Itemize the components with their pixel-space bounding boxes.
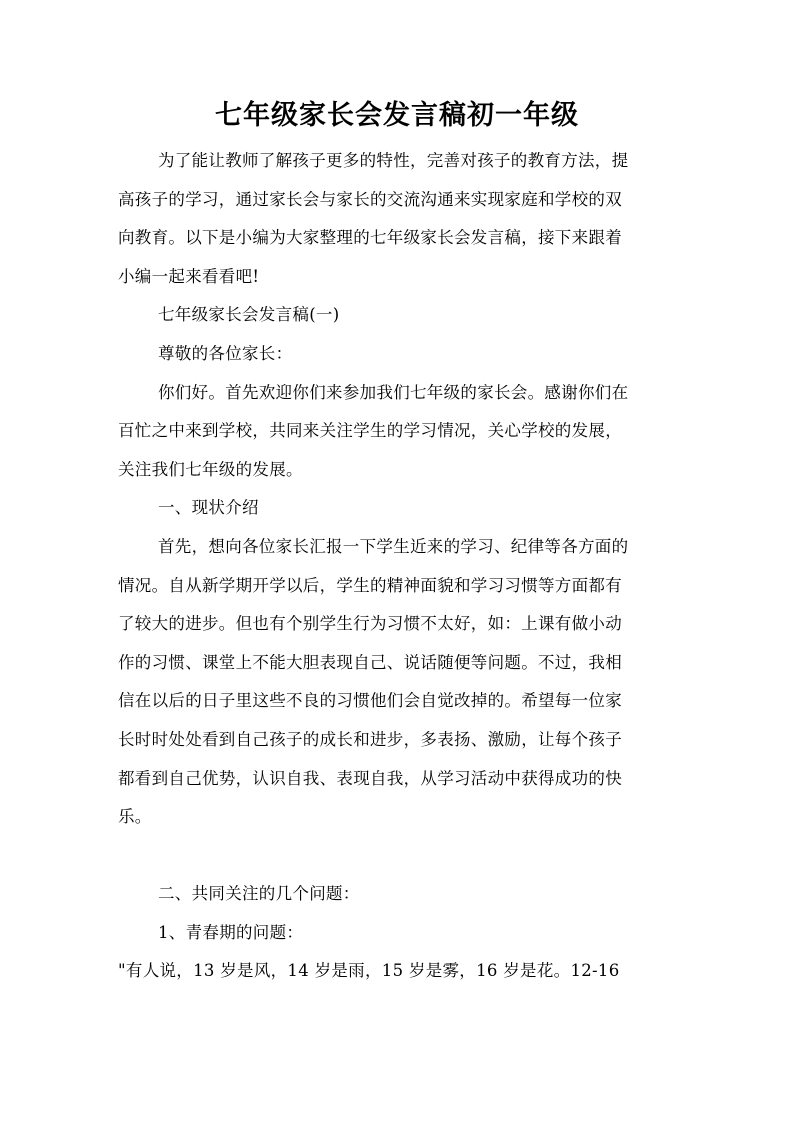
paragraph-line: 你们好。首先欢迎你们来参加我们七年级的家长会。感谢你们在: [158, 382, 629, 402]
paragraph-line: 了较大的进步。但也有个别学生行为习惯不太好，如：上课有做小动: [118, 614, 622, 634]
paragraph-line: 都看到自己优势，认识自我、表现自我，从学习活动中获得成功的快: [118, 768, 622, 788]
paragraph-line: 关注我们七年级的发展。: [118, 459, 303, 479]
paragraph-line: 为了能让教师了解孩子更多的特性，完善对孩子的教育方法，提: [158, 151, 629, 170]
paragraph-line: 长时时处处看到自己孩子的成长和进步，多表扬、激励，让每个孩子: [118, 729, 622, 749]
paragraph-spacer: [118, 837, 678, 876]
section-heading: 二、共同关注的几个问题：: [158, 884, 360, 904]
paragraph-line: "有人说，13 岁是风，14 岁是雨，15 岁是雾，16 岁是花。12-16: [118, 961, 620, 981]
document-body: [118, 142, 678, 991]
paragraph-line: 小编一起来看看吧!: [118, 266, 260, 286]
paragraph-line: 向教育。以下是小编为大家整理的七年级家长会发言稿，接下来跟着: [118, 228, 622, 248]
paragraph-line: 乐。: [118, 807, 152, 827]
paragraph-line: 作的习惯、课堂上不能大胆表现自己、说话随便等问题。不过，我相: [118, 652, 622, 672]
section-heading: 七年级家长会发言稿(一): [158, 305, 340, 325]
paragraph-line: 首先，想向各位家长汇报一下学生近来的学习、纪律等各方面的: [158, 536, 629, 556]
paragraph-line: 信在以后的日子里这些不良的习惯他们会自觉改掉的。希望每一位家: [118, 691, 622, 711]
document-title: 七年级家长会发言稿初一年级: [215, 100, 579, 131]
paragraph-line: 高孩子的学习，通过家长会与家长的交流沟通来实现家庭和学校的双: [118, 189, 622, 209]
subsection-heading: 1、青春期的问题：: [158, 922, 304, 942]
salutation: 尊敬的各位家长：: [158, 343, 293, 363]
paragraph-line: 百忙之中来到学校，共同来关注学生的学习情况，关心学校的发展，: [118, 421, 622, 441]
section-heading: 一、现状介绍: [158, 498, 259, 518]
paragraph-line: 情况。自从新学期开学以后，学生的精神面貌和学习习惯等方面都有: [118, 575, 622, 595]
